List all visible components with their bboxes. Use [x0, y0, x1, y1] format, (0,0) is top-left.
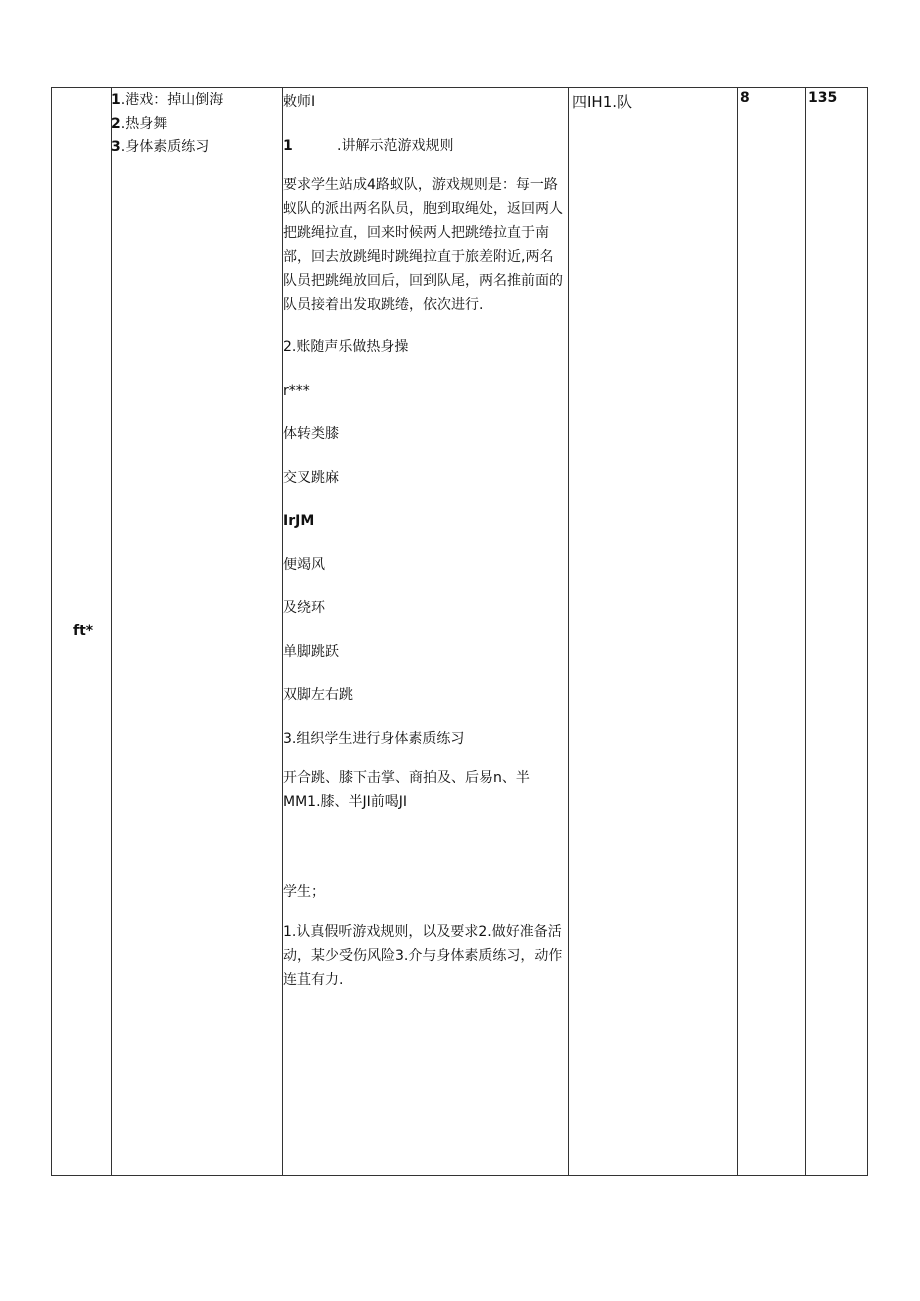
step3-description-line2: MM1.膝、半JI前喝JI: [283, 794, 408, 810]
section-label: ft*: [73, 623, 94, 639]
column-divider: [805, 88, 806, 1175]
warmup-item: r***: [283, 382, 310, 399]
content-item: 1.港戏：掉山倒海: [111, 92, 224, 108]
warmup-item: 体转类膝: [283, 426, 339, 442]
lesson-plan-table: [51, 87, 868, 1176]
student-description: 1.认真假听游戏规则，以及要求2.做好准备活动，某少受伤风险3.介与身体素质练习，动作连苴有力.: [283, 923, 563, 988]
count-cell: 135: [808, 90, 838, 106]
warmup-item: IrJM: [283, 513, 315, 529]
content-column: [111, 92, 276, 163]
activity-column: [283, 94, 567, 992]
content-item: 2.热身舞: [111, 115, 168, 132]
student-heading: 学生；: [283, 884, 325, 900]
column-divider: [111, 88, 112, 1175]
time-cell: 8: [740, 90, 750, 106]
warmup-item: 交叉跳麻: [283, 469, 339, 486]
step3-heading: 3.组织学生进行身体素质练习: [283, 730, 465, 747]
content-item: 3.身体素质练习: [111, 139, 210, 155]
step3-description-line1: 开合跳、膝下击掌、商拍及、后易n、半: [283, 770, 530, 786]
teacher-heading: 敕师I: [283, 94, 316, 110]
column-divider: [568, 88, 569, 1175]
column-divider: [737, 88, 738, 1175]
warmup-item: 及绕环: [283, 600, 325, 616]
step2-heading: 2.账随声乐做热身操: [283, 339, 409, 355]
step1-description: 要求学生站成4路蚁队，游戏规则是：每一路蚁队的派出两名队员，胞到取绳处，返回两人把跳绳拉直，回来时候两人把跳绻拉直于南部，回去放跳绳时跳绳拉直于旅差附近,两名队员把跳绳放回后，回到队尾，两名推前面的队员接着出发取跳绻，依次进行.: [283, 177, 563, 313]
organization-cell: 四IH1.队: [572, 93, 633, 111]
warmup-item: 便竭风: [283, 556, 325, 573]
warmup-item: 双脚左右跳: [283, 687, 353, 703]
step1-heading: 1 .讲解示范游戏规则: [283, 137, 454, 154]
warmup-item: 单脚跳跃: [283, 643, 339, 660]
